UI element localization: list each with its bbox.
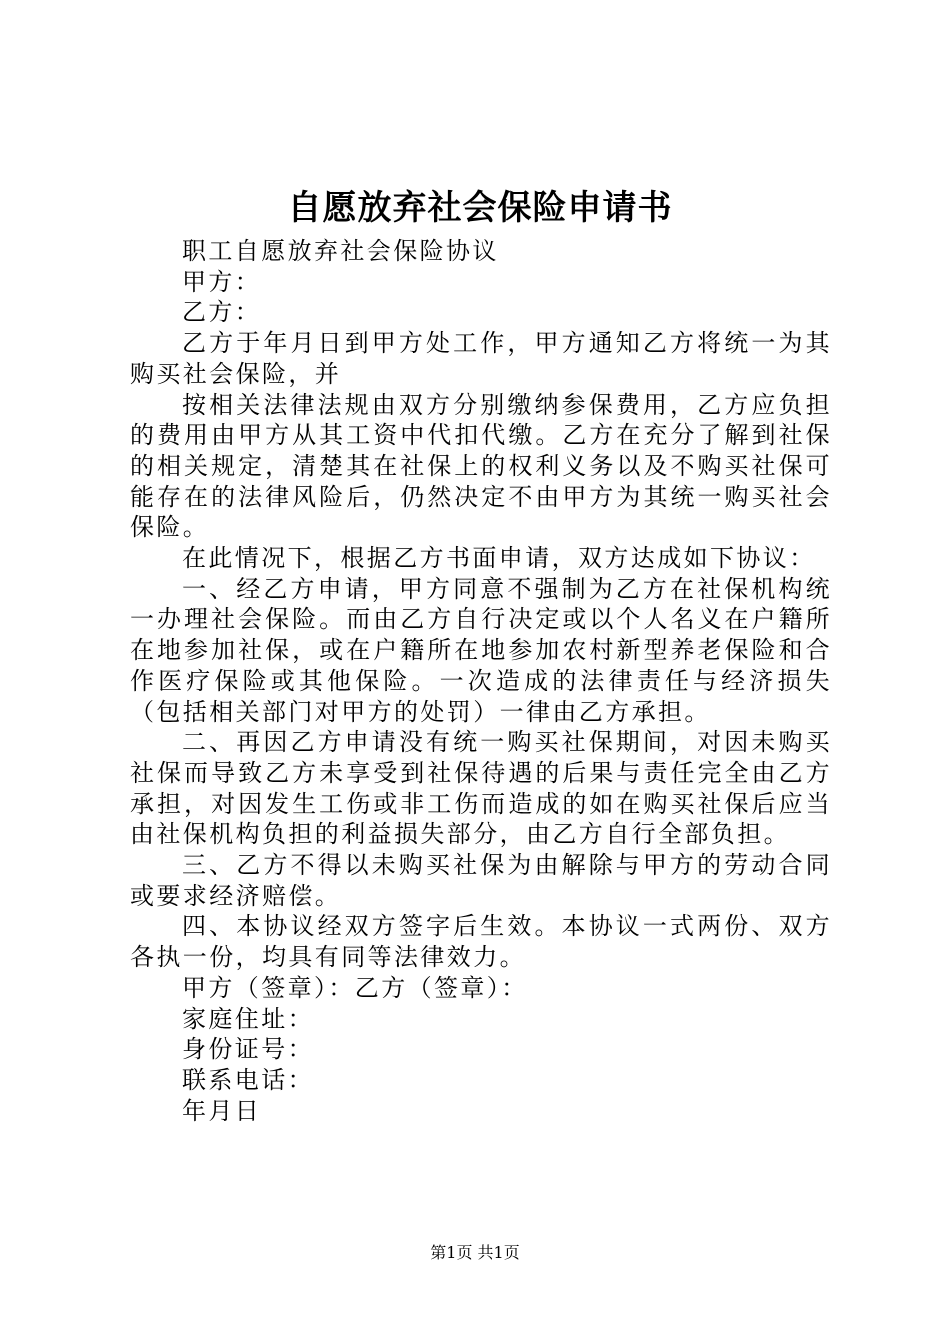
page-footer: 第1页 共1页 (430, 1243, 520, 1262)
intro-paragraph: 乙方于年月日到甲方处工作，甲方通知乙方将统一为其购买社会保险，并 (130, 329, 832, 388)
background-paragraph: 按相关法律法规由双方分别缴纳参保费用，乙方应负担的费用由甲方从其工资中代扣代缴。乙方在充分了解到社保的相关规定，清楚其在社保上的权利义务以及不购买社保可能存在的法律风险后，仍然决定不由甲方为其统一购买社会保险。 (130, 390, 832, 542)
agreement-subtitle: 职工自愿放弃社会保险协议 (182, 237, 499, 265)
party-a-line: 甲方： (182, 267, 262, 296)
phone-line: 联系电话： (182, 1065, 314, 1094)
clause-2: 二、再因乙方申请没有统一购买社保期间，对因未购买社保而导致乙方未享受到社保待遇的后果与责任完全由乙方承担，对因发生工伤或非工伤而造成的如在购买社保后应当由社保机构负担的利益损失部分，由乙方自行全部负担。 (130, 728, 832, 849)
home-address-line: 家庭住址： (182, 1004, 314, 1033)
document-body (130, 236, 832, 1126)
clause-4: 四、本协议经双方签字后生效。本协议一式两份、双方各执一份，均具有同等法律效力。 (130, 912, 832, 972)
party-b-line: 乙方： (182, 298, 262, 327)
document-title: 自愿放弃社会保险申请书 (287, 188, 673, 228)
date-line: 年月日 (182, 1096, 262, 1125)
id-number-line: 身份证号： (182, 1035, 314, 1064)
clause-3: 三、乙方不得以未购买社保为由解除与甲方的劳动合同或要求经济赔偿。 (130, 851, 832, 910)
clause-1: 一、经乙方申请，甲方同意不强制为乙方在社保机构统一办理社会保险。而由乙方自行决定或以个人名义在户籍所在地参加社保，或在户籍所在地参加农村新型养老保险和合作医疗保险或其他保险。一次造成的法律责任与经济损失（包括相关部门对甲方的处罚）一律由乙方承担。 (130, 574, 832, 726)
signature-line: 甲方（签章）：乙方（签章）： (182, 973, 528, 1002)
agreement-lead-paragraph: 在此情况下，根据乙方书面申请，双方达成如下协议： (182, 544, 816, 573)
